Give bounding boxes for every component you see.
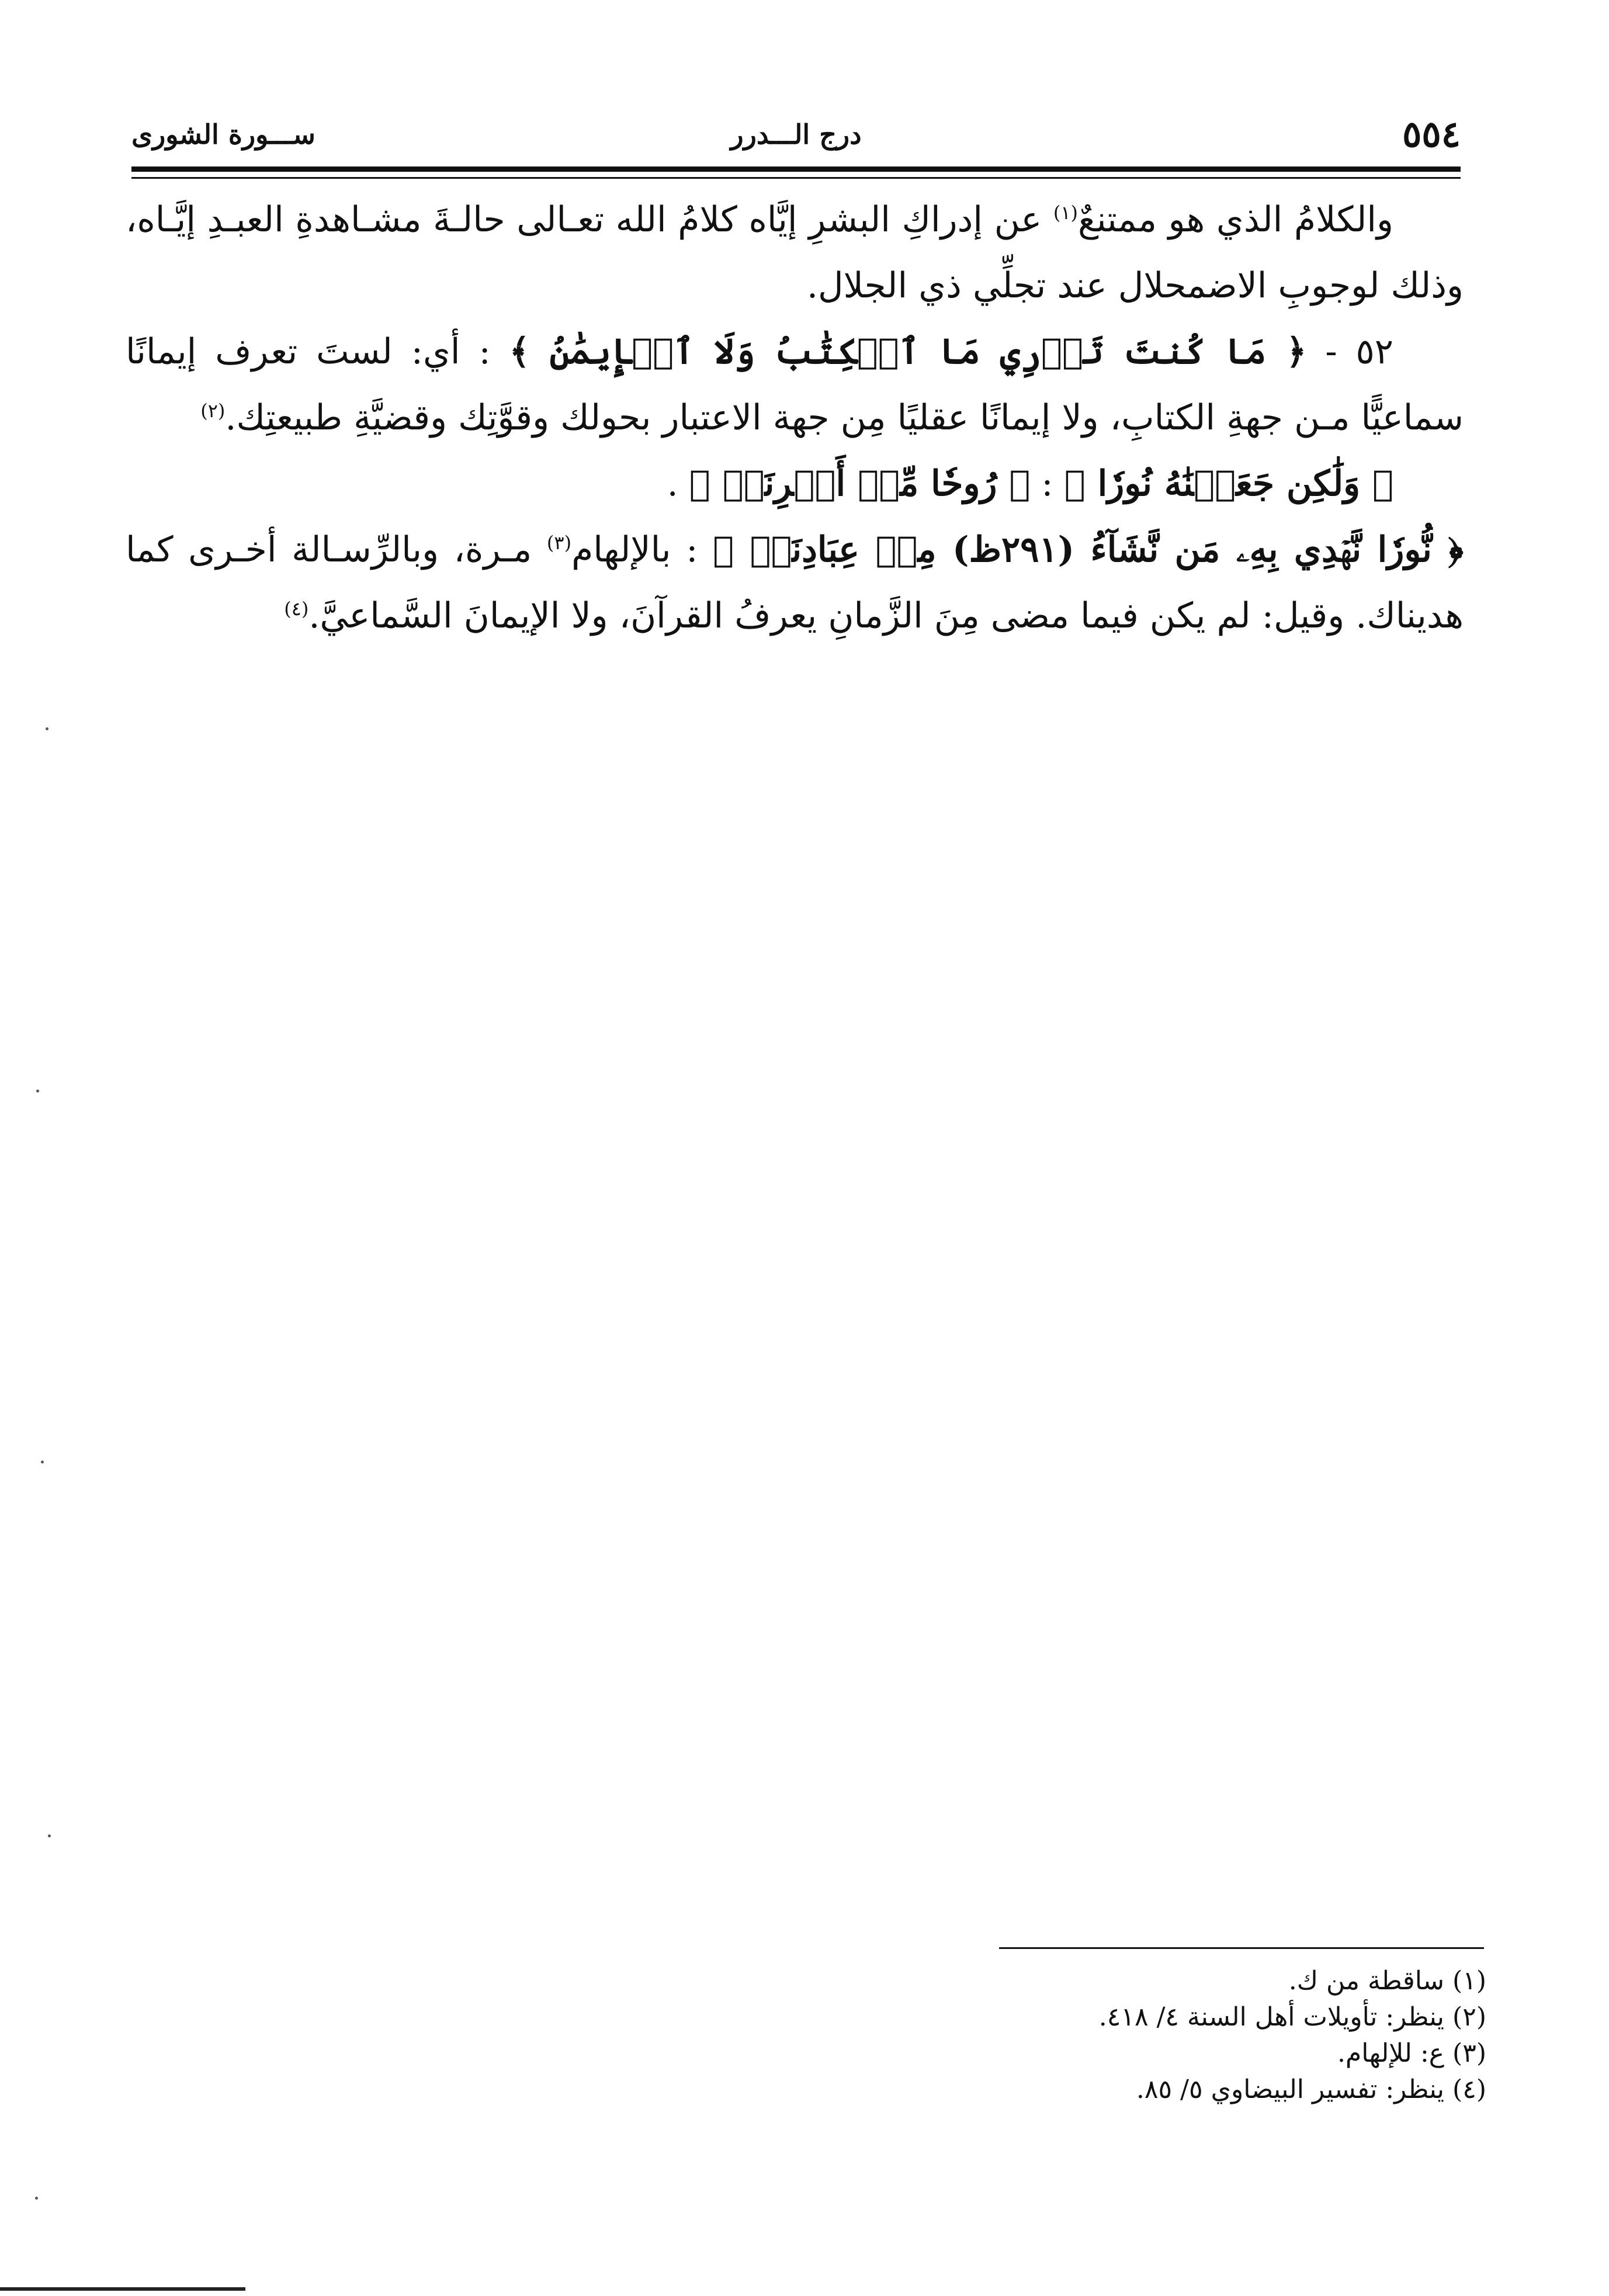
scan-artifact-dot: [48, 1834, 51, 1837]
footnote-2: (٢) ينظر: تأويلات أهل السنة ٤/ ٤١٨.: [1098, 2002, 1486, 2032]
surah-name: ســـورة الشورى: [131, 119, 315, 150]
quran-verse-2: ﴿ وَلَٰكِن جَعَلۡنَٰهُ نُورٗا ﴾: [1064, 463, 1393, 504]
scan-artifact-dot: [41, 1461, 44, 1463]
paragraph-1: [126, 187, 1464, 319]
paragraph-4: [126, 517, 1464, 649]
footnote-ref-4: (٤): [284, 598, 309, 620]
paragraph-3-separator: :: [1030, 463, 1064, 504]
footnote-4: (٤) ينظر: تفسير البيضاوي ٥/ ٨٥.: [1136, 2075, 1486, 2104]
footnote-separator: [999, 1947, 1484, 1949]
page-header: [131, 105, 1461, 158]
page-number: ٥٥٤: [1402, 113, 1461, 155]
paragraph-3-end: .: [667, 463, 689, 504]
scan-artifact-dot: [35, 2197, 38, 2200]
scan-artifact-dot: [46, 727, 48, 730]
footnote-ref-3: (٣): [546, 532, 572, 554]
footnote-1: (١) ساقطة من ك.: [1288, 1966, 1486, 1996]
footnote-ref-1: (١): [1053, 202, 1078, 224]
quran-verse-1: ﴿ مَا كُنتَ تَدۡرِي مَا ٱلۡكِتَٰبُ وَلَا ٱلۡإِيمَٰنُ ﴾: [509, 331, 1307, 372]
paragraph-2-text: : أي: لستَ تعرف إيمانًا سماعيًّا مـن جهةِ الكتابِ، ولا إيمانًا عقليًا مِن جهة الاعتبار بحولك وقوَّتِك وقضيَّةِ طبيعتِك.: [126, 331, 1464, 438]
footnote-ref-2: (٢): [200, 400, 226, 422]
paragraph-2: [126, 319, 1464, 451]
paragraph-1-text-a: والكلامُ الذي هو ممتنعٌ: [1078, 199, 1393, 240]
header-rule-thin: [131, 177, 1461, 179]
header-rule-thick: [131, 167, 1461, 172]
footnotes: [727, 1963, 1486, 2108]
paragraph-3: [126, 451, 1464, 517]
quran-verse-4: ﴿ نُّورٗا نَّهۡدِي بِهِۦ مَن نَّشَآءُ (٢٩١ظ) مِنۡ عِبَادِنَاۚ ﴾: [713, 529, 1464, 570]
footnote-3: (٣) ع: للإلهام.: [1337, 2038, 1486, 2068]
verse-number: ٥٢ -: [1306, 331, 1393, 372]
main-text: [126, 187, 1464, 649]
scan-artifact-line: [0, 2287, 245, 2291]
paragraph-4-text-b: مـرة، وبالرِّسـالة أخـرى كما هديناك. وقيل: لم يكن فيما مضى مِنَ الزَّمانِ يعرفُ القرآنَ، ولا الإيمانَ السَّماعيَّ.: [126, 529, 1464, 636]
quran-verse-3: ﴿ رُوحٗا مِّنۡ أَمۡرِنَاۚ ﴾: [689, 463, 1031, 504]
paragraph-4-text-a: : بالإلهام: [571, 529, 713, 570]
book-title: درج الـــدرر: [730, 119, 862, 150]
scan-artifact-dot: [36, 1090, 39, 1092]
paragraph-1-text-b: عن إدراكِ البشرِ إيَّاه كلامُ الله تعـالى حالـةَ مشـاهدةِ العبـدِ إيَّـاه، وذلك لوجوبِ الاضمحلال عند تجلِّي ذي الجلال.: [126, 199, 1464, 306]
